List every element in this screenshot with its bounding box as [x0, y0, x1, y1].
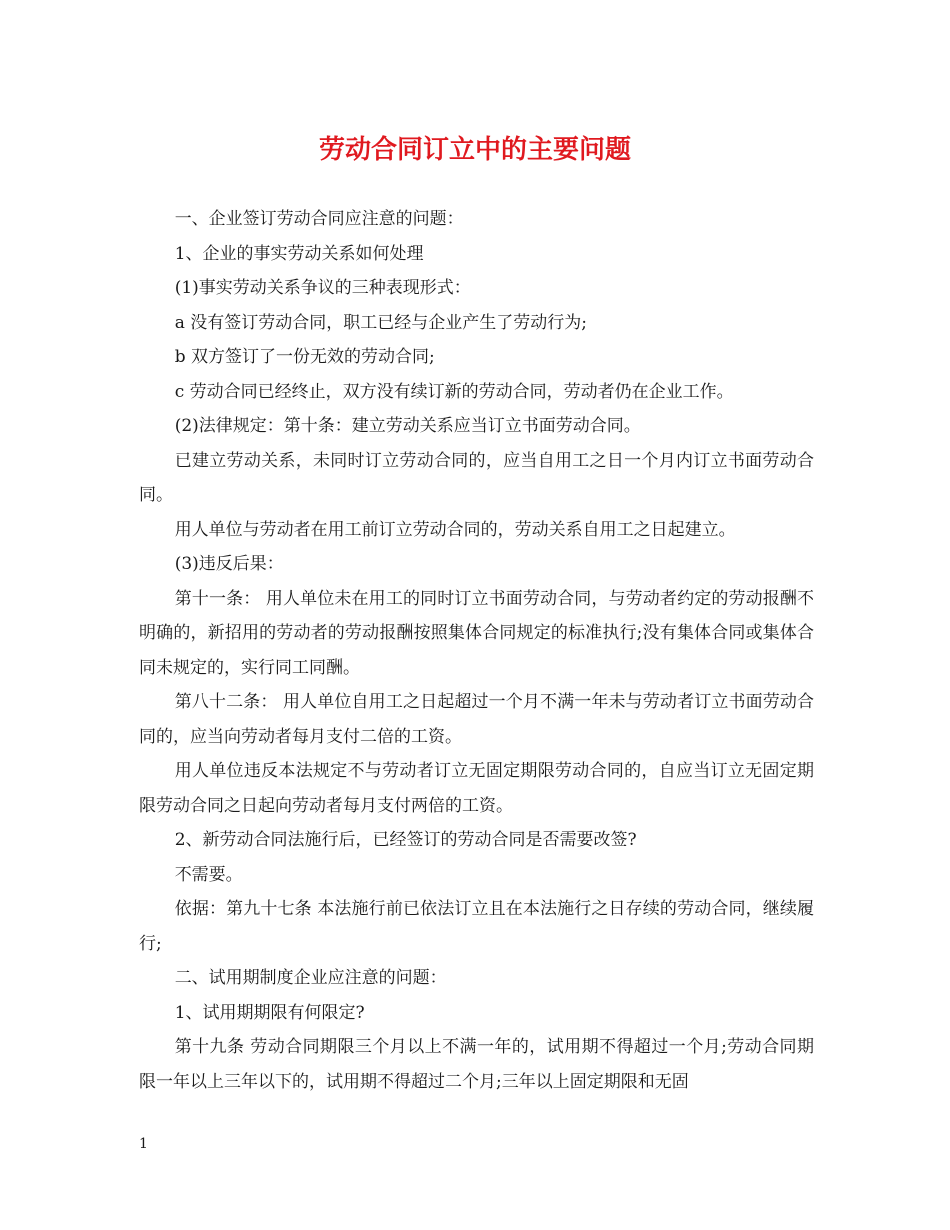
paragraph: c 劳动合同已经终止，双方没有续订新的劳动合同，劳动者仍在企业工作。 — [174, 381, 734, 402]
paragraph: 2、新劳动合同法施行后，已经签订的劳动合同是否需要改签? — [174, 830, 637, 850]
paragraph: a 没有签订劳动合同，职工已经与企业产生了劳动行为; — [174, 312, 587, 333]
paragraph: 依据：第九十七条 本法施行前已依法订立且在本法施行之日存续的劳动合同，继续履行; — [139, 899, 814, 954]
paragraph: (3)违反后果： — [174, 554, 284, 574]
paragraph: (2)法律规定：第十条：建立劳动关系应当订立书面劳动合同。 — [174, 416, 641, 436]
paragraph: 1、企业的事实劳动关系如何处理 — [174, 243, 424, 264]
paragraph: b 双方签订了一份无效的劳动合同; — [174, 347, 435, 367]
paragraph: 第八十二条： 用人单位自用工之日起超过一个月不满一年未与劳动者订立书面劳动合同的，应当向劳动者每月支付二倍的工资。 — [139, 692, 814, 747]
document-title: 劳动合同订立中的主要问题 — [318, 135, 631, 165]
page-number: 1 — [139, 1136, 148, 1152]
paragraph: 不需要。 — [174, 864, 243, 885]
paragraph: 一、企业签订劳动合同应注意的问题： — [174, 209, 464, 229]
paragraph: 二、试用期制度企业应注意的问题： — [174, 968, 447, 988]
document-body — [139, 202, 814, 1099]
paragraph: 用人单位与劳动者在用工前订立劳动合同的，劳动关系自用工之日起建立。 — [174, 519, 736, 540]
paragraph: 第十九条 劳动合同期限三个月以上不满一年的，试用期不得超过一个月;劳动合同期限一年以上三年以下的，试用期不得超过二个月;三年以上固定期限和无固 — [139, 1037, 814, 1092]
paragraph: 用人单位违反本法规定不与劳动者订立无固定期限劳动合同的，自应当订立无固定期限劳动合同之日起向劳动者每月支付两倍的工资。 — [139, 761, 814, 816]
paragraph: 第十一条： 用人单位未在用工的同时订立书面劳动合同，与劳动者约定的劳动报酬不明确的，新招用的劳动者的劳动报酬按照集体合同规定的标准执行;没有集体合同或集体合同未规定的，实行同工同酬。 — [139, 588, 814, 678]
paragraph: (1)事实劳动关系争议的三种表现形式： — [174, 278, 471, 298]
paragraph: 1、试用期期限有何限定? — [174, 1002, 365, 1023]
paragraph: 已建立劳动关系，未同时订立劳动合同的，应当自用工之日一个月内订立书面劳动合同。 — [139, 450, 814, 505]
